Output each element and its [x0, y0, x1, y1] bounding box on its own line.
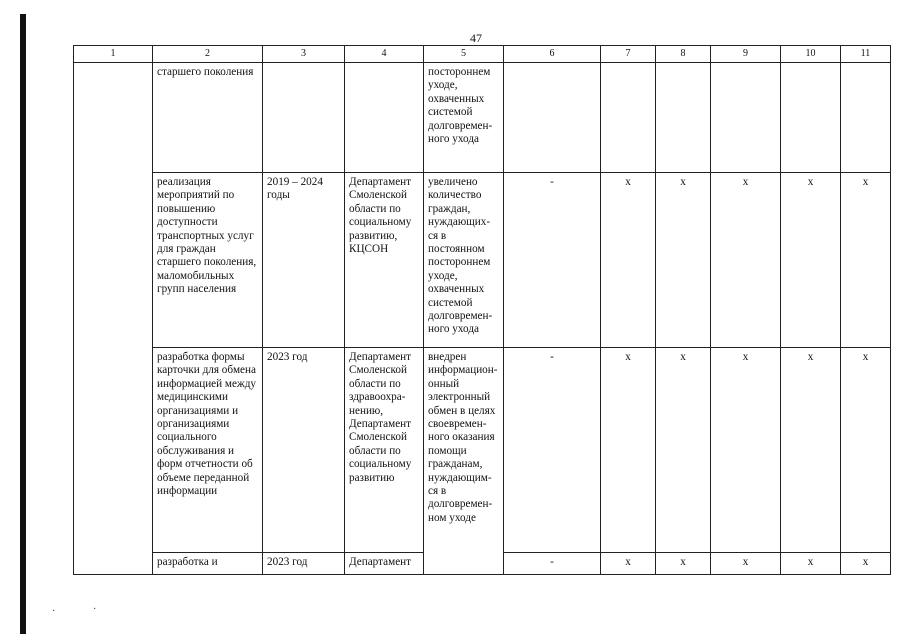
value-cell: х [656, 348, 711, 553]
activity-cell: разработка формы карточки для обмена информацией между медицинскими организациями и организациями социального обслуживания и форм отчетности об объеме переданной информации [153, 348, 263, 553]
value-cell: - [504, 173, 601, 348]
result-cell: увеличено количество граждан, нуждающих-ся в постоянном постороннем уходе, охваченных системой долговремен-ного ухода [424, 173, 504, 348]
col-header: 10 [781, 46, 841, 63]
value-cell [781, 63, 841, 173]
col-header: 7 [601, 46, 656, 63]
value-cell: х [841, 553, 891, 575]
scan-speck: · [93, 604, 97, 615]
column-number-row [74, 46, 891, 63]
executor-cell: Департамент [345, 553, 424, 575]
value-cell: х [711, 173, 781, 348]
activity-cell: реализация мероприятий по повышению доступности транспортных услуг для граждан старшего поколения, маломобильных групп населения [153, 173, 263, 348]
value-cell: х [841, 173, 891, 348]
value-cell: х [601, 348, 656, 553]
period-cell: 2019 – 2024 годы [263, 173, 345, 348]
period-cell: 2023 год [263, 348, 345, 553]
value-cell [711, 63, 781, 173]
value-cell: х [781, 553, 841, 575]
executor-cell: Департамент Смоленской области по здравоохра-нению, Департамент Смоленской области по социальному развитию [345, 348, 424, 553]
col-header: 8 [656, 46, 711, 63]
binding-edge [20, 14, 26, 634]
executor-cell [345, 63, 424, 173]
scan-speck: · [52, 606, 56, 617]
value-cell: х [601, 173, 656, 348]
value-cell: х [781, 348, 841, 553]
value-cell: х [711, 553, 781, 575]
col-header: 11 [841, 46, 891, 63]
value-cell [656, 63, 711, 173]
activity-cell: разработка и [153, 553, 263, 575]
value-cell: - [504, 348, 601, 553]
table-row [74, 173, 891, 348]
blank-cell [74, 63, 153, 575]
value-cell: - [504, 553, 601, 575]
activity-cell: старшего поколения [153, 63, 263, 173]
col-header: 3 [263, 46, 345, 63]
executor-cell: Департамент Смоленской области по социальному развитию, КЦСОН [345, 173, 424, 348]
value-cell [504, 63, 601, 173]
col-header: 5 [424, 46, 504, 63]
period-cell [263, 63, 345, 173]
col-header: 1 [74, 46, 153, 63]
col-header: 6 [504, 46, 601, 63]
table-row [74, 63, 891, 173]
value-cell: х [781, 173, 841, 348]
col-header: 2 [153, 46, 263, 63]
value-cell: х [656, 173, 711, 348]
value-cell: х [601, 553, 656, 575]
period-cell: 2023 год [263, 553, 345, 575]
col-header: 4 [345, 46, 424, 63]
result-cell: внедрен информацион-онный электронный обмен в целях своевремен-ного оказания помощи гражданам, нуждающим-ся в долговремен-ном уходе [424, 348, 504, 575]
value-cell: х [656, 553, 711, 575]
table-row [74, 348, 891, 553]
value-cell [601, 63, 656, 173]
result-cell: постороннем уходе, охваченных системой долговремен-ного ухода [424, 63, 504, 173]
page-number: 47 [470, 31, 482, 45]
value-cell [841, 63, 891, 173]
value-cell: х [841, 348, 891, 553]
value-cell: х [711, 348, 781, 553]
activities-table [73, 45, 891, 575]
col-header: 9 [711, 46, 781, 63]
